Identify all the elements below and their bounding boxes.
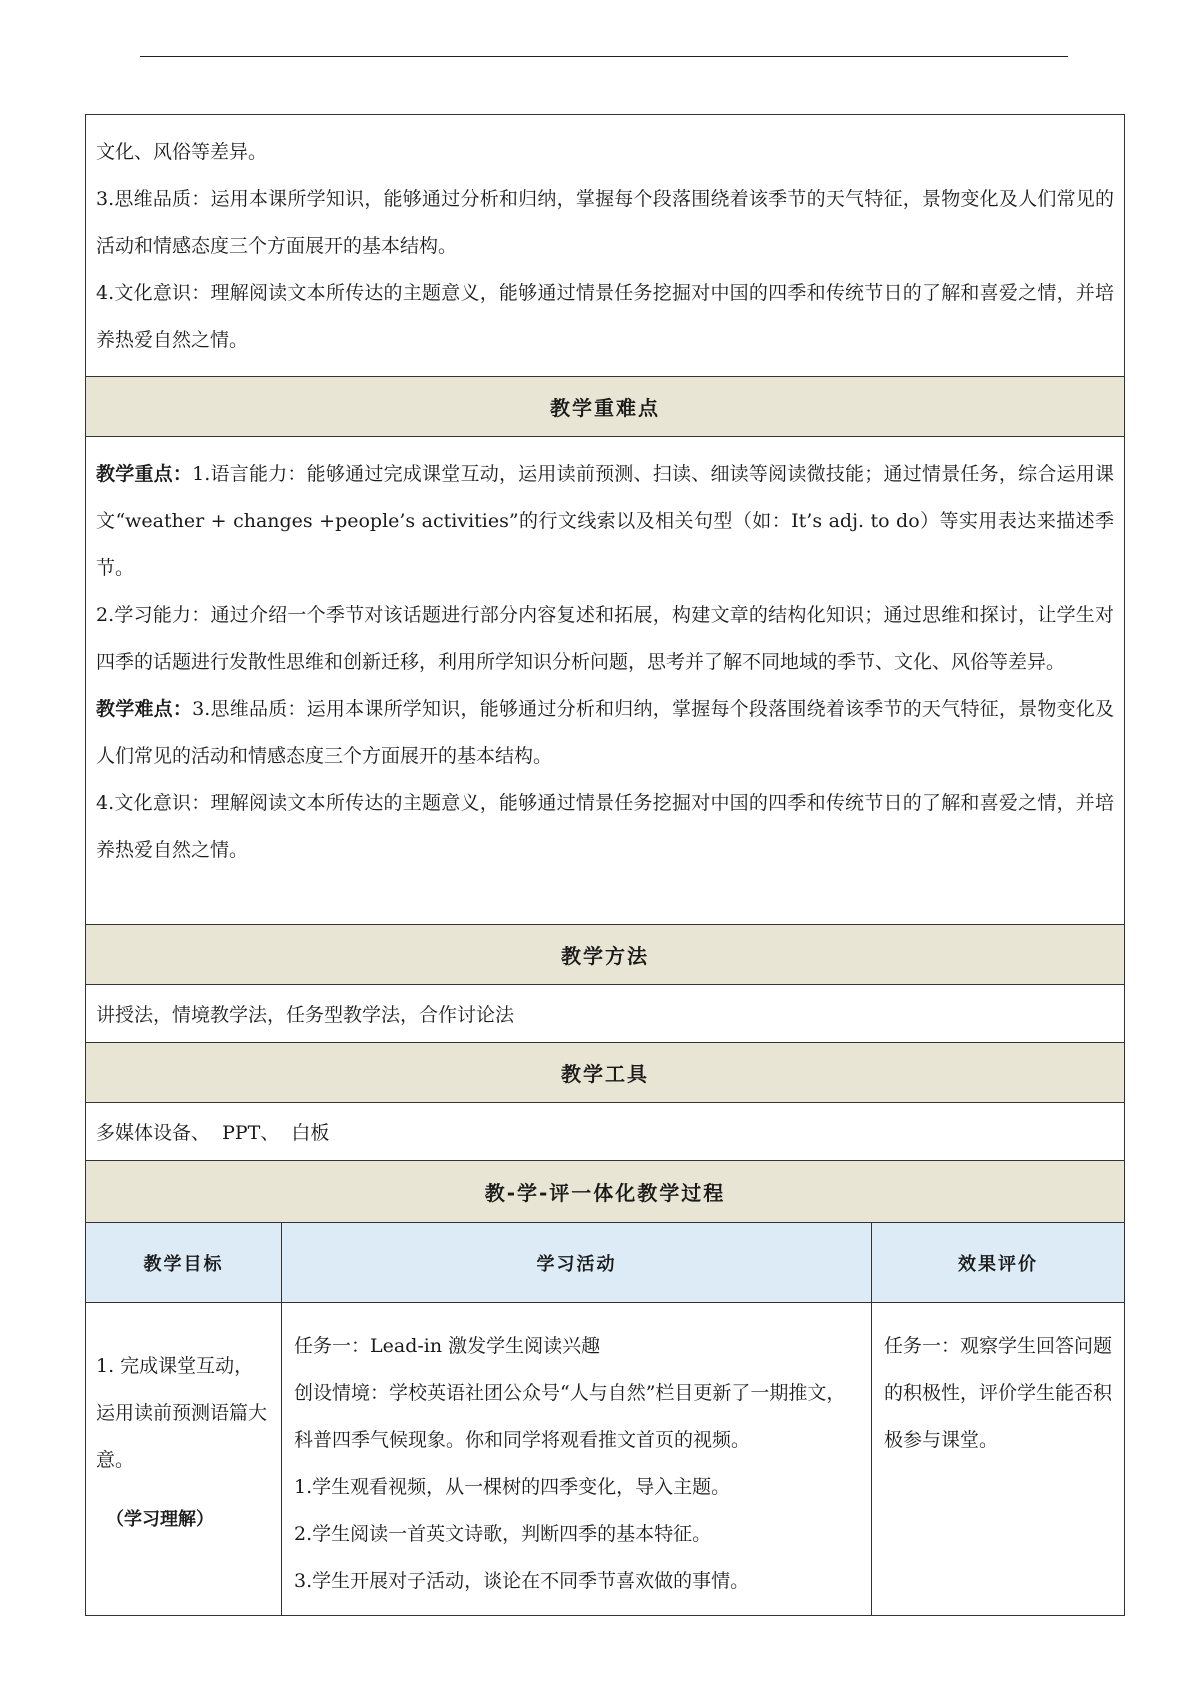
difficulty-paragraph: 教学难点：3.思维品质：运用本课所学知识，能够通过分析和归纳，掌握每个段落围绕着该季节的天气特征，景物变化及人们常见的活动和情感态度三个方面展开的基本结构。	[96, 698, 1115, 767]
difficulty-label: 教学难点：	[96, 698, 193, 720]
activity-line: 2.学生阅读一首英文诗歌，判断四季的基本特征。	[294, 1523, 712, 1545]
objective-line: 4.文化意识：理解阅读文本所传达的主题意义，能够通过情景任务挖掘对中国的四季和传统节日的了解和喜爱之情，并培养热爱自然之情。	[96, 282, 1115, 351]
process-heading: 教-学-评一体化教学过程	[86, 1161, 1125, 1223]
focus-paragraph: 教学重点：1.语言能力：能够通过完成课堂互动，运用读前预测、扫读、细读等阅读微技能；通过情景任务，综合运用课文“weather + changes +people’s activities”的行文线索以及相关句型（如：It’s adj. to do）等实用表达来描述季节。	[96, 463, 1115, 579]
activity-cell	[282, 1303, 872, 1616]
objectives-cell	[86, 115, 1125, 377]
evaluation-text: 任务一：观察学生回答问题的积极性，评价学生能否积极参与课堂。	[884, 1335, 1113, 1451]
focus-paragraph: 2.学习能力：通过介绍一个季节对该话题进行部分内容复述和拓展，构建文章的结构化知识；通过思维和探讨，让学生对四季的话题进行发散性思维和创新迁移，利用所学知识分析问题，思考并了解不同地域的季节、文化、风俗等差异。	[96, 604, 1115, 673]
methods-heading: 教学方法	[86, 925, 1125, 985]
goal-cell	[86, 1303, 282, 1616]
activity-line: 创设情境：学校英语社团公众号“人与自然”栏目更新了一期推文，科普四季气候现象。你和同学将观看推文首页的视频。	[294, 1382, 846, 1451]
tools-heading: 教学工具	[86, 1043, 1125, 1103]
column-header-activity: 学习活动	[282, 1223, 872, 1303]
focus-label: 教学重点：	[96, 463, 193, 485]
lesson-plan-table	[85, 114, 1125, 1616]
objective-line: 文化、风俗等差异。	[96, 141, 268, 163]
activity-line: 1.学生观看视频，从一棵树的四季变化，导入主题。	[294, 1476, 731, 1498]
goal-text: 1. 完成课堂互动，运用读前预测语篇大意。	[96, 1355, 268, 1471]
column-header-goal: 教学目标	[86, 1223, 282, 1303]
column-header-evaluation: 效果评价	[872, 1223, 1125, 1303]
header-rule	[140, 56, 1068, 57]
evaluation-cell	[872, 1303, 1125, 1616]
activity-line: 任务一：Lead-in 激发学生阅读兴趣	[294, 1335, 601, 1357]
objective-line: 3.思维品质：运用本课所学知识，能够通过分析和归纳，掌握每个段落围绕着该季节的天气特征，景物变化及人们常见的活动和情感态度三个方面展开的基本结构。	[96, 188, 1115, 257]
methods-content: 讲授法，情境教学法，任务型教学法，合作讨论法	[86, 985, 1125, 1043]
objectives-row	[86, 115, 1125, 377]
difficulty-paragraph: 4.文化意识：理解阅读文本所传达的主题意义，能够通过情景任务挖掘对中国的四季和传统节日的了解和喜爱之情，并培养热爱自然之情。	[96, 792, 1115, 861]
tools-content: 多媒体设备、 PPT、 白板	[86, 1103, 1125, 1161]
goal-tag: （学习理解）	[106, 1509, 214, 1530]
key-points-cell	[86, 437, 1125, 925]
table-row	[86, 1303, 1125, 1616]
key-points-heading: 教学重难点	[86, 377, 1125, 437]
activity-line: 3.学生开展对子活动，谈论在不同季节喜欢做的事情。	[294, 1570, 750, 1592]
